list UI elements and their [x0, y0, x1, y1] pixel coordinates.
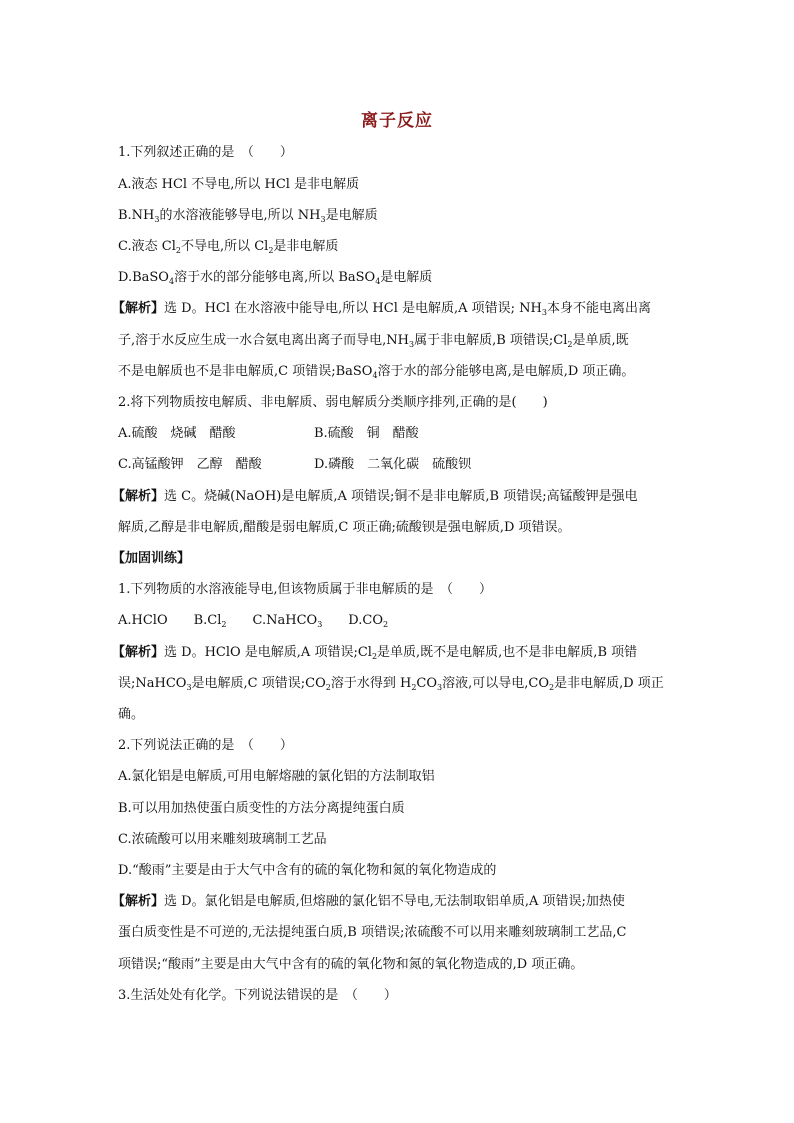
reinforce-question-1-analysis-line-3: 确。 — [118, 707, 145, 722]
analysis-tag: 【解析】 — [112, 894, 165, 909]
reinforce-question-3-stem: 3.生活处处有化学。下列说法错误的是 （ ） — [118, 988, 397, 1003]
question-1-option-a: A.液态 HCl 不导电,所以 HCl 是非电解质 — [118, 177, 360, 192]
question-1-option-b: $B.NH_3$的水溶液能够导电,所以 $NH_3$是电解质 — [118, 208, 378, 224]
question-2-option-c: C.高锰酸钾 乙醇 醋酸 — [118, 457, 262, 472]
question-2-option-b: B.硫酸 铜 醋酸 — [314, 426, 419, 441]
question-2-analysis-line-1: 【解析】选 C。烧碱(NaOH)是电解质,A 项错误;铜不是非电解质,B 项错误;高锰酸钾是强电 — [112, 489, 638, 504]
reinforce-question-2-stem: 2.下列说法正确的是 （ ） — [118, 738, 293, 753]
question-2-stem: 2.将下列物质按电解质、非电解质、弱电解质分类顺序排列,正确的是( ) — [118, 395, 548, 410]
section-heading-reinforcement: 【加固训练】 — [112, 551, 191, 566]
question-2-option-d: D.磷酸 二氧化碳 硫酸钡 — [314, 457, 472, 472]
question-1-analysis-line-1: 【解析】选 D。HCl 在水溶液中能导电,所以 HCl 是电解质,A 项错误; $NH_3$本身不能电离出离 — [112, 301, 651, 317]
reinforce-question-1-analysis-line-1: 【解析】选 D。HClO 是电解质,A 项错误$;Cl_2$是单质,既不是电解质,也不是非电解质,B 项错 — [112, 645, 638, 661]
reinforce-question-2-option-c: C.浓硫酸可以用来雕刻玻璃制工艺品 — [118, 832, 327, 847]
analysis-tag: 【解析】 — [112, 645, 165, 660]
question-1-analysis-line-3: 不是电解质也不是非电解质,C 项错误;BaSO$_4$溶于水的部分能够电离,是电解质,D 项正确。 — [118, 364, 635, 380]
reinforce-question-2-option-b: B.可以用加热使蛋白质变性的方法分离提纯蛋白质 — [118, 801, 405, 816]
question-1-analysis-line-2: 子,溶于水反应生成一水合氨电离出离子而导电$,NH_3$属于非电解质,B 项错误$;Cl_2$是单质,既 — [118, 333, 629, 349]
reinforce-question-2-option-d: D.“酸雨”主要是由于大气中含有的硫的氧化物和氮的氧化物造成的 — [118, 863, 497, 878]
reinforce-question-1-analysis-line-2: 误;NaHCO$_3$是电解质,C 项错误$;CO_2$溶于水得到 $H_2CO_3$溶液,可以导电$,CO_2$是非电解质,D 项正 — [118, 676, 664, 692]
question-2-analysis-line-2: 解质,乙醇是非电解质,醋酸是弱电解质,C 项正确;硫酸钡是强电解质,D 项错误。 — [118, 520, 571, 535]
analysis-tag: 【解析】 — [112, 301, 165, 316]
reinforce-question-2-option-a: A.氯化铝是电解质,可用电解熔融的氯化铝的方法制取铝 — [118, 769, 435, 784]
reinforce-question-2-analysis-line-3: 项错误;“酸雨”主要是由大气中含有的硫的氧化物和氮的氧化物造成的,D 项正确。 — [118, 957, 584, 972]
question-2-options-row-1 — [118, 424, 680, 444]
reinforce-question-1-stem: 1.下列物质的水溶液能导电,但该物质属于非电解质的是 （ ） — [118, 582, 493, 597]
reinforce-question-2-analysis-line-1: 【解析】选 D。氯化铝是电解质,但熔融的氯化铝不导电,无法制取铝单质,A 项错误;加热使 — [112, 894, 625, 909]
question-1-stem: 1.下列叙述正确的是 （ ） — [118, 145, 293, 160]
analysis-tag: 【解析】 — [112, 489, 165, 504]
page-title: 离子反应 — [361, 111, 433, 131]
question-2-options-row-2 — [118, 455, 680, 475]
reinforce-question-1-options: A.HClO $B.Cl_2$ C.NaHCO$_3$ $D.CO_2$ — [118, 613, 389, 629]
question-2-option-a: A.硫酸 烧碱 醋酸 — [118, 426, 236, 441]
question-1-option-d: D.BaSO$_4$溶于水的部分能够电离,所以 BaSO$_4$是电解质 — [118, 270, 433, 286]
reinforce-question-2-analysis-line-2: 蛋白质变性是不可逆的,无法提纯蛋白质,B 项错误;浓硫酸不可以用来雕刻玻璃制工艺品,C — [118, 925, 627, 940]
question-1-option-c: C.液态 $Cl_2$不导电,所以 $Cl_2$是非电解质 — [118, 239, 339, 255]
